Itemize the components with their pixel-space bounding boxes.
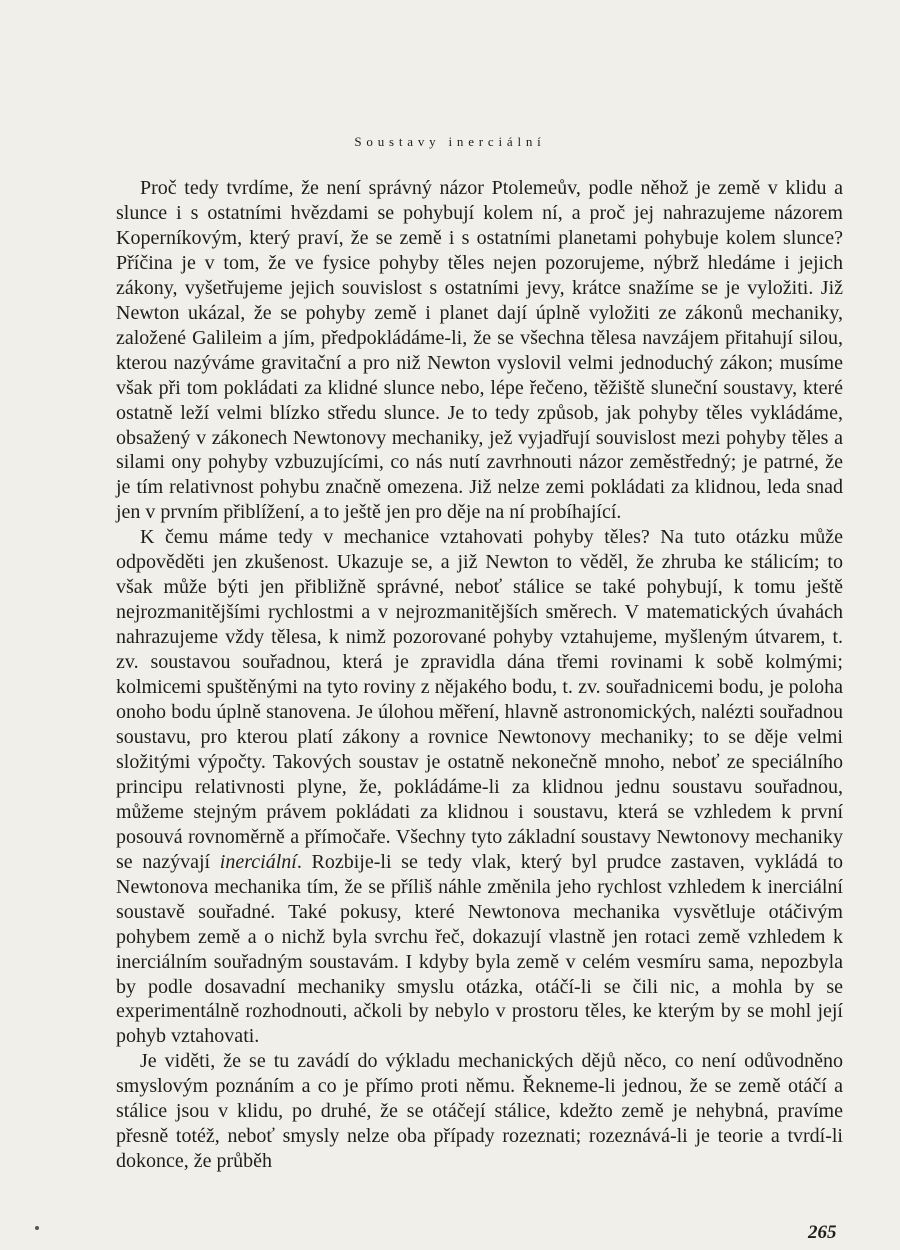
- paragraph-1: [116, 176, 843, 525]
- paragraph-text: Je viděti, že se tu zavádí do výkladu mechanických dějů něco, co není odůvodněno smyslovým poznáním a co je přímo proti němu. Řekneme-li jednou, že se země otáčí a stálice jsou v klidu, po druhé, že se otáčejí stálice, kdežto země je nehybná, pravíme přesně totéž, neboť smysly nelze oba případy rozeznati; rozeznává-li je teorie a tvrdí-li dokonce, že průběh: [116, 1050, 843, 1173]
- paragraph-3: [116, 1049, 843, 1174]
- running-head: Soustavy inerciální: [354, 134, 546, 149]
- emphasis-term: inerciální: [219, 850, 297, 873]
- paragraph-text: Proč tedy tvrdíme, že není správný názor Ptolemeův, podle něhož je země v klidu a slunce i s ostatními hvězdami se pohybují kolem ní, a proč jej nahrazujeme názorem Koperníkovým, který praví, že se země i s ostatními planetami pohybuje kolem slunce? Příčina je v tom, že ve fysice pohyby těles nejen pozorujeme, nýbrž hledáme i jejich zákony, vyšetřujeme jejich souvislost s ostatními jevy, krátce snažíme se je vyložiti. Již Newton ukázal, že se pohyby země i planet dají úplně vyložiti ze zákonů mechaniky, založené Galileim a jím, předpokládáme-li, že se všechna tělesa navzájem přitahují silou, kterou nazýváme gravitační a pro niž Newton vyslovil velmi jednoduchý zákon; musíme však při tom pokládati za klidné slunce nebo, lépe řečeno, těžiště sluneční soustavy, které ostatně leží velmi blízko středu slunce. Je to tedy způsob, jak pohyby těles vykládáme, obsažený v zákonech Newtonovy mechaniky, jež vyjadřují souvislost mezi pohyby těles a silami ony pohyby vzbuzujícími, co nás nutí zavrhnouti názor zeměstředný; je patrné, že je tím relativnost pohybu značně omezena. Již nelze zemi pokládati za klidnou, leda snad jen v prvním přiblížení, a to ještě jen pro děje na ní probíhající.: [116, 177, 843, 524]
- paragraph-text: K čemu máme tedy v mechanice vztahovati pohyby těles? Na tuto otázku může odpověděti jen zkušenost. Ukazuje se, a již Newton to věděl, že zhruba ke stálicím; to však může býti jen přibližně správné, neboť stálice se také pohybují, k tomu ještě nejrozmanitějšími rychlostmi a v nejrozmanitějších směrech. V matematických úvahách nahrazujeme vždy tělesa, k nimž pozorované pohyby vztahujeme, myšleným útvarem, t. zv. soustavou souřadnou, která je zpravidla dána třemi rovinami k sobě kolmými; kolmicemi spuštěnými na tyto roviny z nějakého bodu, t. zv. souřadnicemi bodu, je poloha onoho bodu úplně stanovena. Je úlohou měření, hlavně astronomických, nalézti souřadnou soustavu, pro kterou platí zákony a rovnice Newtonovy mechaniky; to se děje velmi složitými výpočty. Takových soustav je ostatně nekonečně mnoho, neboť ze speciálního principu relativnosti plyne, že, pokládáme-li za klidnou jednu soustavu souřadnou, můžeme stejným právem pokládati za klidnou i soustavu, která se vzhledem k první posouvá rovnoměrně a přímočaře. Všechny tyto základní soustavy Newtonovy mechaniky se nazývají: [116, 526, 843, 873]
- body-text: [116, 176, 843, 1174]
- margin-speck: [35, 1226, 39, 1230]
- paragraph-text: . Rozbije-li se tedy vlak, který byl prudce zastaven, vykládá to Newtonova mechanika tím, že se příliš náhle změnila jeho rychlost vzhledem k inerciální soustavě souřadné. Také pokusy, které Newtonova mechanika vysvětluje otáčivým pohybem země a o nichž byla svrchu řeč, dokazují vlastně jen rotaci země vzhledem k inerciálním souřadným soustavám. I kdyby byla země v celém vesmíru sama, nepozbyla by podle dosavadní mechaniky smyslu otázka, otáčí-li se čili nic, a mohla by se experimentálně rozhodnouti, ačkoli by nebylo v prostoru těles, ke kterým by se mohl její pohyb vztahovati.: [116, 850, 844, 1048]
- paragraph-2: [116, 525, 843, 1049]
- page-number: 265: [808, 1222, 837, 1243]
